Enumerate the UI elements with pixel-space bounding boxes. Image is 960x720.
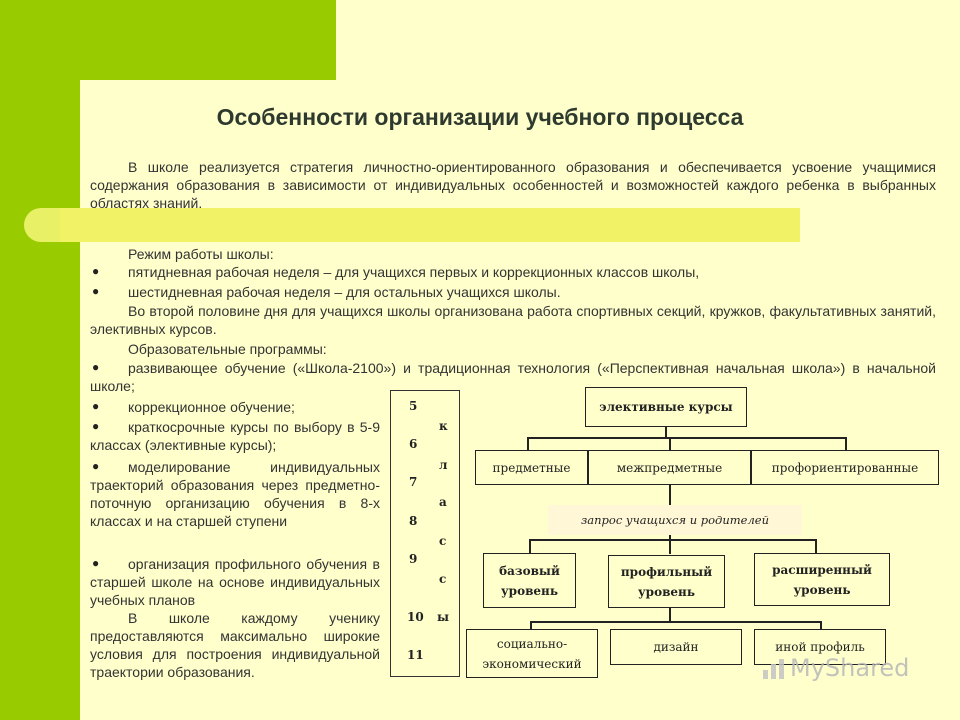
programs-heading: Образовательные программы: bbox=[128, 341, 327, 357]
connector-line bbox=[527, 437, 529, 450]
diagram-node-interdisciplinary: межпредметные bbox=[588, 450, 751, 485]
node-line: профильный bbox=[620, 564, 713, 579]
green-header-block bbox=[0, 0, 336, 80]
grade-number: 9 bbox=[409, 552, 418, 566]
grade-word-letter: л bbox=[439, 458, 448, 472]
bullet-icon: ● bbox=[92, 360, 100, 374]
afternoon-paragraph: Во второй половине дня для учащихся школы организована работа спортивных секций, кружков, факультативных занятий, элективных курсов. bbox=[90, 303, 936, 337]
node-line: экономический bbox=[482, 656, 582, 671]
diagram-node-socio-economic bbox=[466, 629, 598, 678]
connector-line bbox=[669, 539, 671, 554]
connector-line bbox=[529, 539, 531, 554]
diagram-node-elective-courses: элективные курсы bbox=[585, 387, 747, 427]
diagram-node-basic-level bbox=[483, 553, 576, 608]
program-item-5: организация профильного обучения в старшей школе на основе индивидуальных учебных планов bbox=[90, 556, 380, 608]
connector-line bbox=[669, 437, 671, 450]
grade-word-letter: а bbox=[439, 495, 447, 509]
grade-number: 8 bbox=[409, 514, 418, 528]
connector-line bbox=[530, 621, 821, 623]
connector-line bbox=[669, 608, 671, 622]
grade-word-letter: ы bbox=[437, 610, 450, 624]
node-line: уровень bbox=[501, 583, 558, 598]
closing-paragraph: В школе каждому ученику предоставляются максимально широкие условия для построения индивидуальной траектории образования. bbox=[90, 610, 380, 680]
program-item-1: развивающее обучение («Школа-2100») и традиционная технология («Перспективная начальная школа») в начальной школе; bbox=[90, 360, 936, 394]
bullet-icon: ● bbox=[92, 419, 100, 433]
bullet-icon: ● bbox=[92, 264, 100, 278]
diagram-node-design: дизайн bbox=[610, 629, 742, 665]
connector-line bbox=[815, 539, 817, 554]
program-item-4: моделирование индивидуальных траекторий образования через предметно-поточную организацию обучения в 8-х классах и на старшей ступени bbox=[90, 459, 380, 529]
grade-word-letter: с bbox=[439, 572, 447, 586]
intro-paragraph: В школе реализуется стратегия личностно-ориентированного образования и обеспечивается усвоение учащимися содержания образования в зависимости от индивидуальных особенностей и возможностей каждого ребенка в выбранных областях знаний. bbox=[90, 159, 936, 211]
diagram-node-profile-level bbox=[608, 555, 725, 608]
slide-title: Особенности организации учебного процесса bbox=[216, 104, 744, 130]
watermark-chart-icon bbox=[762, 658, 786, 680]
bullet-icon: ● bbox=[92, 459, 100, 473]
mode-item-2: шестидневная рабочая неделя – для остальных учащихся школы. bbox=[128, 284, 561, 300]
grade-word-letter: с bbox=[439, 534, 447, 548]
grade-number: 10 bbox=[407, 610, 424, 624]
node-line: уровень bbox=[793, 582, 851, 597]
program-item-3: краткосрочные курсы по выбору в 5-9 классах (элективные курсы); bbox=[90, 419, 380, 453]
program-item-2: коррекционное обучение; bbox=[128, 399, 295, 415]
grade-number: 5 bbox=[409, 399, 418, 413]
mode-heading: Режим работы школы: bbox=[128, 246, 274, 262]
bullet-icon: ● bbox=[92, 284, 100, 298]
grade-number: 11 bbox=[407, 648, 424, 662]
request-label: запрос учащихся и родителей bbox=[548, 505, 802, 535]
bullet-icon: ● bbox=[92, 556, 100, 570]
grade-number: 7 bbox=[409, 475, 418, 489]
connector-line bbox=[845, 437, 847, 450]
node-line: расширенный bbox=[772, 562, 872, 577]
connector-line bbox=[527, 437, 846, 439]
diagram-node-other-profile: иной профиль bbox=[754, 629, 886, 665]
node-line: уровень bbox=[638, 584, 695, 599]
grade-number: 6 bbox=[409, 437, 418, 451]
watermark bbox=[762, 654, 909, 682]
highlight-band bbox=[60, 208, 800, 242]
node-line: социально- bbox=[496, 636, 568, 651]
grade-word-letter: к bbox=[439, 419, 448, 433]
bullet-icon: ● bbox=[92, 399, 100, 413]
node-line: базовый bbox=[499, 563, 560, 578]
diagram-node-subject: предметные bbox=[475, 450, 588, 485]
connector-line bbox=[529, 539, 816, 541]
watermark-text: MyShared bbox=[790, 654, 910, 682]
grades-box bbox=[390, 390, 460, 677]
diagram-node-career-oriented: профориентированные bbox=[751, 450, 939, 485]
diagram-node-advanced-level bbox=[754, 553, 890, 606]
mode-item-1: пятидневная рабочая неделя – для учащихся первых и коррекционных классов школы, bbox=[128, 264, 700, 280]
